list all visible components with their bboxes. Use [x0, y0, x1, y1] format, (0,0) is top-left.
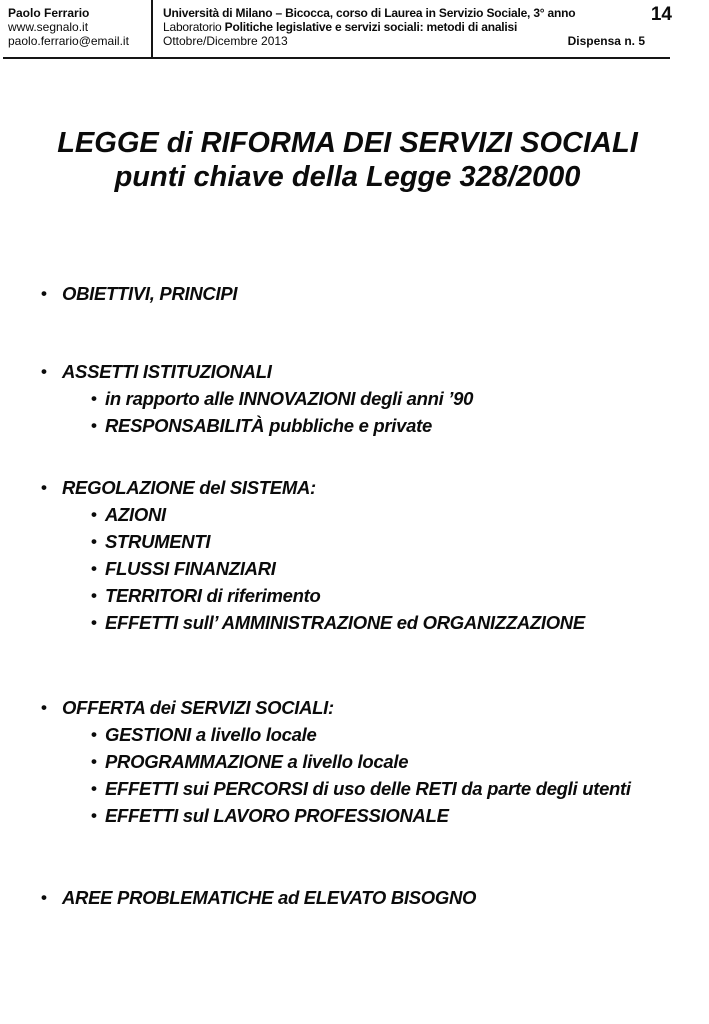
bullet-item — [0, 609, 709, 636]
bullet-icon: • — [41, 284, 47, 303]
bullet-icon: • — [91, 752, 97, 771]
bullet-text: RESPONSABILITÀ pubbliche e private — [105, 415, 432, 436]
bullet-icon: • — [91, 559, 97, 578]
bullet-item — [0, 884, 709, 911]
author-name: Paolo Ferrario — [8, 6, 90, 20]
bullet-text: FLUSSI FINANZIARI — [105, 558, 276, 579]
header-horizontal-rule — [3, 57, 670, 59]
header-vertical-divider — [151, 0, 153, 57]
author-email: paolo.ferrario@email.it — [8, 34, 129, 48]
bullet-icon: • — [41, 888, 47, 907]
course-subtitle-bold: Politiche legislative e servizi sociali: metodi di analisi — [224, 20, 518, 34]
bullet-item — [0, 385, 709, 412]
bullet-icon: • — [91, 389, 97, 408]
bullet-item — [0, 280, 709, 307]
bullet-group — [0, 694, 709, 829]
bullet-text: AZIONI — [105, 504, 166, 525]
bullet-text: EFFETTI sull’ AMMINISTRAZIONE ed ORGANIZZAZIONE — [105, 612, 585, 633]
bullet-text: PROGRAMMAZIONE a livello locale — [105, 751, 409, 772]
bullet-text: EFFETTI sui PERCORSI di uso delle RETI da parte degli utenti — [105, 778, 631, 799]
bullet-item — [0, 721, 709, 748]
slide-title-line1: LEGGE di RIFORMA DEI SERVIZI SOCIALI — [57, 127, 638, 159]
bullet-item — [0, 555, 709, 582]
bullet-icon: • — [41, 362, 47, 381]
bullet-icon: • — [91, 613, 97, 632]
bullet-text: STRUMENTI — [105, 531, 211, 552]
bullet-icon: • — [91, 586, 97, 605]
course-subtitle — [163, 20, 645, 34]
bullet-item — [0, 358, 709, 385]
bullet-icon: • — [41, 698, 47, 717]
bullet-icon: • — [91, 532, 97, 551]
bullet-group — [0, 884, 709, 911]
bullet-icon: • — [91, 806, 97, 825]
bullet-icon: • — [91, 779, 97, 798]
bullet-text: TERRITORI di riferimento — [105, 585, 321, 606]
bullet-item — [0, 582, 709, 609]
author-website: www.segnalo.it — [8, 20, 89, 34]
bullet-text: EFFETTI sul LAVORO PROFESSIONALE — [105, 805, 449, 826]
bullet-item — [0, 775, 709, 802]
course-subtitle-prefix: Laboratorio — [163, 20, 225, 34]
slide-title-line2: punti chiave della Legge 328/2000 — [114, 161, 581, 193]
dispensa-label: Dispensa n. 5 — [567, 34, 645, 48]
bullet-item — [0, 528, 709, 555]
bullet-item — [0, 694, 709, 721]
bullet-text: AREE PROBLEMATICHE ad ELEVATO BISOGNO — [62, 887, 477, 908]
bullet-icon: • — [91, 416, 97, 435]
bullet-group — [0, 358, 709, 439]
bullet-item — [0, 412, 709, 439]
bullet-item — [0, 748, 709, 775]
slide-title — [0, 126, 709, 194]
bullet-text: OBIETTIVI, PRINCIPI — [62, 283, 238, 304]
bullet-icon: • — [41, 478, 47, 497]
page-number: 14 — [650, 4, 672, 25]
author-block — [8, 6, 129, 48]
course-period: Ottobre/Dicembre 2013 — [163, 34, 288, 48]
bullet-icon: • — [91, 725, 97, 744]
bullet-group — [0, 280, 709, 307]
course-footer-row — [163, 34, 645, 48]
bullet-text: ASSETTI ISTITUZIONALI — [62, 361, 272, 382]
bullet-item — [0, 802, 709, 829]
course-block — [163, 6, 645, 48]
bullet-text: REGOLAZIONE del SISTEMA: — [62, 477, 316, 498]
bullet-text: OFFERTA dei SERVIZI SOCIALI: — [62, 697, 334, 718]
bullet-item — [0, 474, 709, 501]
bullet-list — [0, 280, 709, 911]
bullet-icon: • — [91, 505, 97, 524]
bullet-text: in rapporto alle INNOVAZIONI degli anni ’90 — [105, 388, 474, 409]
page-header — [0, 0, 709, 60]
course-title: Università di Milano – Bicocca, corso di Laurea in Servizio Sociale, 3° anno — [163, 6, 576, 20]
bullet-text: GESTIONI a livello locale — [105, 724, 317, 745]
bullet-item — [0, 501, 709, 528]
bullet-group — [0, 474, 709, 636]
